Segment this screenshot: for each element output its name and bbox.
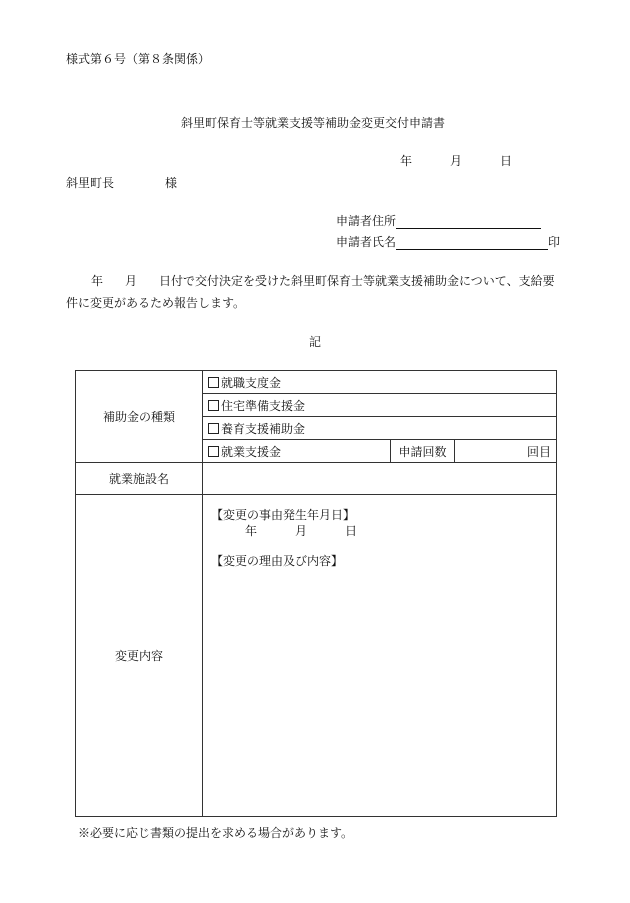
body-day: 日 <box>159 274 172 288</box>
body-text-2: 件に変更があるため報告します。 <box>66 296 246 310</box>
date-month: 月 <box>450 154 463 168</box>
occurrence-date <box>211 523 548 539</box>
application-count-field[interactable] <box>455 440 557 463</box>
checkbox-icon[interactable] <box>208 377 219 388</box>
applicant-address-line <box>396 214 541 229</box>
occurrence-day: 日 <box>345 524 358 538</box>
checkbox-icon[interactable] <box>208 446 219 457</box>
applicant-address <box>336 212 541 229</box>
facility-row <box>76 463 557 495</box>
body-text-1: 付で交付決定を受けた斜里町保育士等就業支援補助金について、支給要 <box>171 274 555 288</box>
facility-field[interactable] <box>203 463 557 495</box>
change-row <box>76 495 557 817</box>
subsidy-option-2[interactable] <box>203 394 557 417</box>
applicant-name-label: 申請者氏名 <box>336 235 397 249</box>
subsidy-option-label: 養育支援補助金 <box>221 421 306 436</box>
subsidy-option-label: 住宅準備支援金 <box>221 398 306 413</box>
occurrence-heading: 【変更の事由発生年月日】 <box>211 508 356 522</box>
body-line-1 <box>66 270 566 292</box>
addressee-name: 斜里町長 <box>66 176 115 190</box>
document-title: 斜里町保育士等就業支援等補助金変更交付申請書 <box>181 116 446 130</box>
body-month: 月 <box>125 274 138 288</box>
change-content-field[interactable] <box>203 495 557 817</box>
subsidy-option-label: 就職支度金 <box>221 375 282 390</box>
reason-heading: 【変更の理由及び内容】 <box>211 554 344 568</box>
applicant-name <box>336 233 560 250</box>
subsidy-option-label: 就業支援金 <box>221 444 282 459</box>
subsidy-type-label: 補助金の種類 <box>76 371 203 463</box>
occurrence-month: 月 <box>295 524 308 538</box>
body-year: 年 <box>91 274 104 288</box>
body-paragraph <box>66 270 566 314</box>
footnote: ※必要に応じ書類の提出を求める場合があります。 <box>78 826 354 840</box>
date-year: 年 <box>400 154 413 168</box>
change-label: 変更内容 <box>76 495 203 817</box>
seal-mark: 印 <box>548 235 561 249</box>
date-day: 日 <box>500 154 513 168</box>
application-count-label: 申請回数 <box>391 440 455 463</box>
occurrence-year: 年 <box>245 524 258 538</box>
checkbox-icon[interactable] <box>208 423 219 434</box>
form-reference: 様式第６号（第８条関係） <box>66 52 211 66</box>
application-table <box>75 370 557 817</box>
facility-label: 就業施設名 <box>76 463 203 495</box>
count-unit: 回目 <box>527 444 552 459</box>
addressee-honorific: 様 <box>165 176 178 190</box>
applicant-name-line <box>396 235 548 250</box>
subsidy-option-4[interactable] <box>203 440 391 463</box>
ki-heading: 記 <box>309 335 322 349</box>
subsidy-option-1[interactable] <box>203 371 557 394</box>
applicant-address-label: 申請者住所 <box>336 214 397 228</box>
subsidy-row-1 <box>76 371 557 394</box>
checkbox-icon[interactable] <box>208 400 219 411</box>
subsidy-option-3[interactable] <box>203 417 557 440</box>
